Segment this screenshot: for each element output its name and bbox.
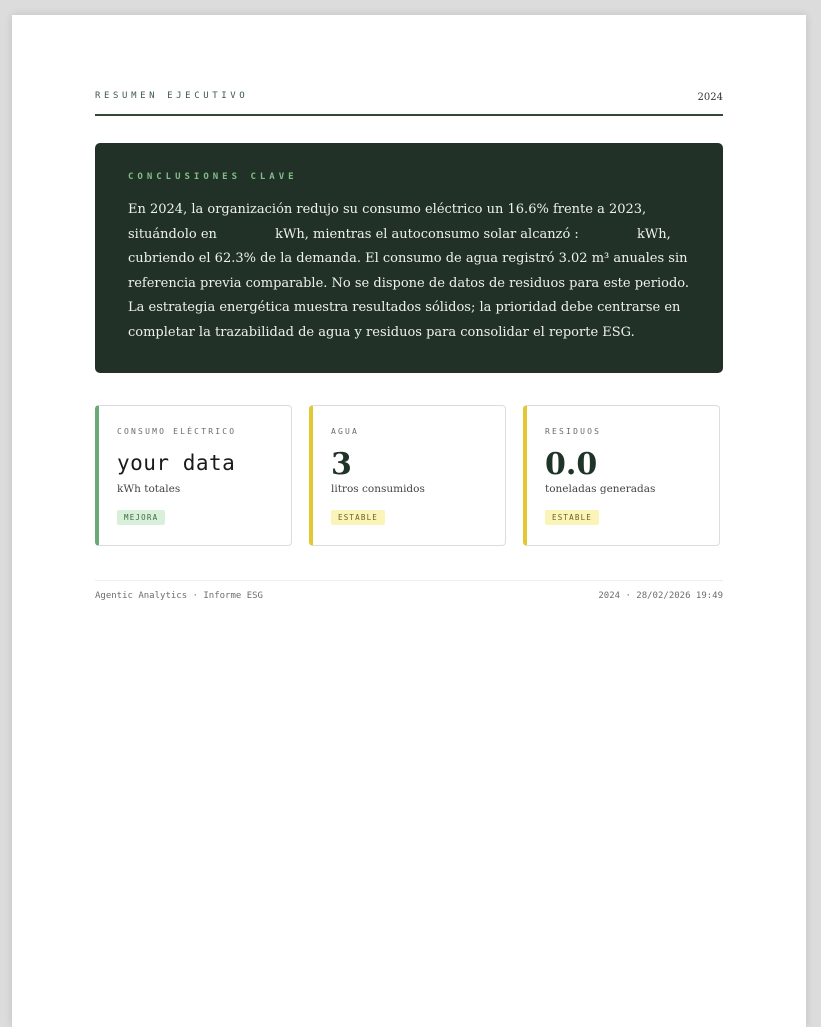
key-findings-panel xyxy=(95,143,723,373)
key-findings-text xyxy=(128,198,694,345)
report-header xyxy=(95,89,723,116)
key-findings-title: CONCLUSIONES CLAVE xyxy=(128,172,298,182)
kpi-unit: toneladas generadas xyxy=(545,483,656,495)
kpi-cards xyxy=(95,405,723,548)
kpi-label: CONSUMO ELÉCTRICO xyxy=(117,427,237,436)
kpi-value: your data xyxy=(117,451,236,475)
report-page xyxy=(12,15,806,1027)
kpi-value: 3 xyxy=(331,447,352,482)
footer-source: Agentic Analytics · Informe ESG xyxy=(95,591,263,601)
kpi-card-water xyxy=(309,405,506,546)
kpi-card-electricity xyxy=(95,405,292,546)
kpi-label: AGUA xyxy=(331,427,360,436)
redacted-value xyxy=(583,227,633,241)
kpi-card-waste xyxy=(523,405,720,546)
section-title: RESUMEN EJECUTIVO xyxy=(95,91,249,101)
status-badge: ESTABLE xyxy=(545,510,599,525)
report-year: 2024 xyxy=(697,92,723,103)
key-findings-text-part1: En 2024, la organización redujo su consumo eléctrico un 16.6% frente a 2023, situándolo en xyxy=(128,202,647,242)
kpi-unit: litros consumidos xyxy=(331,483,425,495)
redacted-value xyxy=(221,227,271,241)
status-badge: ESTABLE xyxy=(331,510,385,525)
kpi-value: 0.0 xyxy=(545,447,598,482)
kpi-label: RESIDUOS xyxy=(545,427,602,436)
kpi-unit: kWh totales xyxy=(117,483,181,495)
key-findings-text-part3: kWh, cubriendo el 62.3% de la demanda. El consumo de agua registró 3.02 m³ anuales sin referencia previa comparable. No se dispone de datos de residuos para este periodo. La estrategia energética muestra resultados sólidos; la prioridad debe centrarse en completar la trazabilidad de agua y residuos para consolidar el reporte ESG. xyxy=(128,226,689,340)
footer-timestamp: 2024 · 28/02/2026 19:49 xyxy=(598,591,723,601)
status-badge: MEJORA xyxy=(117,510,165,525)
report-footer xyxy=(95,580,723,605)
key-findings-text-part2: kWh, mientras el autoconsumo solar alcanzó : xyxy=(271,226,583,242)
